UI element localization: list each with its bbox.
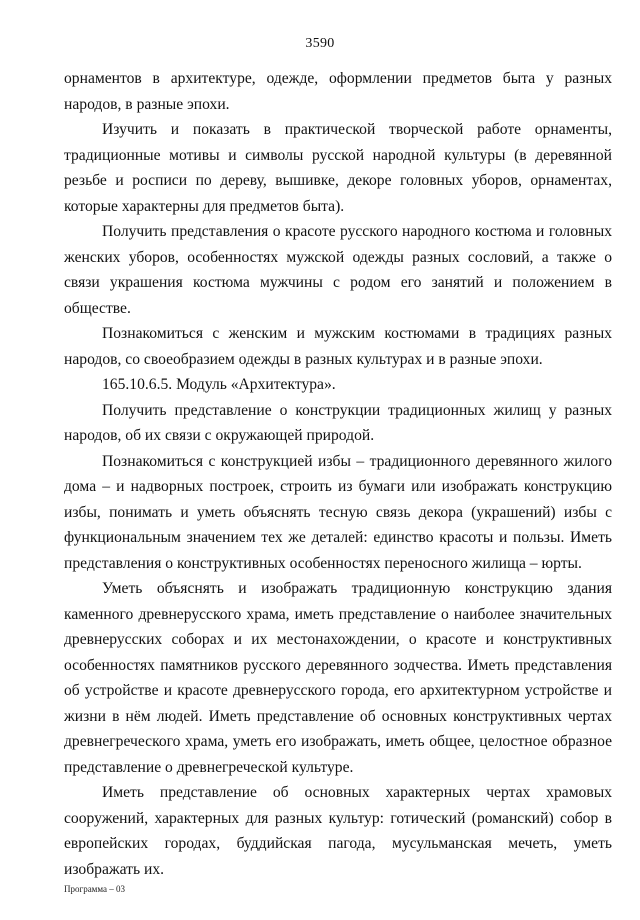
paragraph-costume: Получить представления о красоте русского народного костюма и головных женских уборов, особенностях мужской одежды разных сословий, а также о связи украшения костюма мужчины с родом его занятий и положением в обществе. [64, 223, 612, 317]
paragraph-dwellings: Получить представление о конструкции традиционных жилищ у разных народов, об их связи с окружающей природой. [64, 401, 612, 444]
page-number: 3590 [305, 36, 335, 51]
paragraph-temple: Уметь объяснять и изображать традиционную конструкцию здания каменного древнерусского храма, иметь представление о наиболее значительных древнерусских соборах и их местонахождении, о красоте и конструктивных особенностях памятников русского деревянного зодчества. Иметь представления об устройстве и красоте древнерусского города, его архитектурном устройстве и жизни в нём людей. Иметь представление об основных конструктивных чертах древнегреческого храма, уметь его изображать, иметь общее, целостное образное представление о древнегреческой культуре. [64, 580, 612, 776]
paragraph-izba: Познакомиться с конструкцией избы – традиционного деревянного жилого дома – и надворных построек, строить из бумаги или изображать конструкцию избы, понимать и уметь объяснять тесную связь декора (украшений) избы с функциональным значением тех же деталей: единство красоты и пользы. Иметь представления о конструктивных особенностях переносного жилища – юрты. [64, 452, 612, 572]
paragraph-continuation: орнаментов в архитектуре, одежде, оформлении предметов быта у разных народов, в разные эпохи. [64, 70, 612, 113]
document-body [64, 66, 612, 882]
footer-label: Программа – 03 [64, 884, 126, 894]
paragraph-costume-traditions: Познакомиться с женским и мужским костюмами в традициях разных народов, со своеобразием одежды в разных культурах и в разные эпохи. [64, 325, 612, 368]
paragraph-temple-cultures: Иметь представление об основных характерных чертах храмовых сооружений, характерных для разных культур: готический (романский) собор в европейских городах, буддийская пагода, мусульманская мечеть, уметь изображать их. [64, 784, 612, 878]
section-heading-architecture: 165.10.6.5. Модуль «Архитектура». [102, 376, 336, 393]
paragraph-ornaments: Изучить и показать в практической творческой работе орнаменты, традиционные мотивы и символы русской народной культуры (в деревянной резьбе и росписи по дереву, вышивке, декоре головных уборов, орнаментах, которые характерны для предметов быта). [64, 121, 612, 215]
